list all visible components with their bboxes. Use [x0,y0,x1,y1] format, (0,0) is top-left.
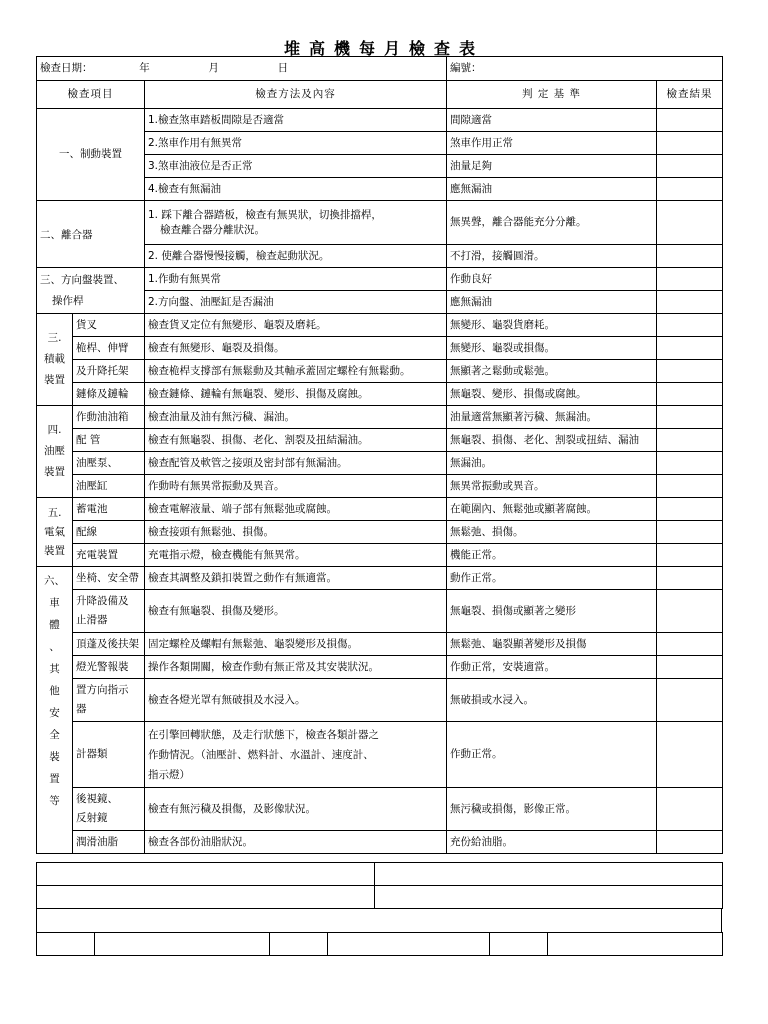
sub-item: 配 管 [73,429,145,452]
number-label: 編號： [450,62,482,74]
result-cell[interactable] [657,544,723,567]
footer-cell[interactable] [328,933,490,956]
check-criteria: 作動正常。 [447,722,657,788]
section-label-line: 四. [47,424,62,436]
check-criteria: 無鬆弛、龜裂顯著變形及損傷 [447,633,657,656]
check-criteria: 無異聲，離合器能充分分離。 [447,201,657,245]
check-criteria: 無漏油。 [447,452,657,475]
col-header-item: 檢查項目 [37,81,145,109]
check-method: 檢查油量及油有無污穢、漏油。 [145,406,447,429]
result-cell[interactable] [657,722,723,788]
result-cell[interactable] [657,656,723,679]
section-brake: 一、制動裝置 [37,109,145,201]
year-label: 年 [139,62,150,74]
section-steering-line: 三、方向盤裝置、 [40,273,124,286]
result-cell[interactable] [657,590,723,633]
section-label-line: 三. [47,332,62,344]
result-cell[interactable] [657,633,723,656]
result-cell[interactable] [657,155,723,178]
check-method-line: 作動情況。（油壓計、燃料計、水溫計、速度計、 [148,748,374,761]
inspection-table [36,56,723,854]
check-criteria: 應無漏油 [447,291,657,314]
check-method: 檢查各燈光罩有無破損及水浸入。 [145,679,447,722]
result-cell[interactable] [657,429,723,452]
page-title: 堆高機每月檢查表 [283,39,484,58]
col-header-method: 檢查方法及內容 [145,81,447,109]
check-method: 固定螺栓及螺帽有無鬆弛、龜裂變形及損傷。 [145,633,447,656]
sub-item: 鏈條及鏈輪 [73,383,145,406]
sub-item-line: 後視鏡、 [76,793,118,805]
result-cell[interactable] [657,268,723,291]
check-method: 檢查有無污穢及損傷，及影像狀況。 [145,788,447,831]
check-method: 2.方向盤、油壓缸是否漏油 [145,291,447,314]
sub-item-line: 止滑器 [76,614,108,626]
check-criteria: 間隙適當 [447,109,657,132]
check-criteria: 應無漏油 [447,178,657,201]
sub-item: 配線 [73,521,145,544]
result-cell[interactable] [657,201,723,245]
result-cell[interactable] [657,521,723,544]
footer-grid-c [36,932,723,956]
result-cell[interactable] [657,109,723,132]
footer-cell[interactable] [548,933,723,956]
check-method-line: 指示燈） [148,768,190,781]
sub-item: 作動油油箱 [73,406,145,429]
check-criteria: 無異常振動或異音。 [447,475,657,498]
check-method: 檢查有無變形、龜裂及損傷。 [145,337,447,360]
sub-item: 燈光警報裝 [73,656,145,679]
section-label-line: 五. [47,506,62,519]
section-label-line: 油壓 [44,445,65,457]
result-cell[interactable] [657,383,723,406]
sub-item: 蓄電池 [73,498,145,521]
section-electric [37,498,73,567]
sub-item-line: 升降設備及 [76,595,129,607]
sub-item: 坐椅、安全帶 [73,567,145,590]
check-method: 充電指示燈，檢查機能有無異常。 [145,544,447,567]
check-method-line: 檢查離合器分離狀況。 [160,223,265,236]
result-cell[interactable] [657,178,723,201]
footer-notes-cell[interactable] [37,909,722,933]
result-cell[interactable] [657,831,723,854]
check-method: 1.檢查煞車踏板間隙是否適當 [145,109,447,132]
footer-cell[interactable] [37,863,375,886]
sub-item [73,788,145,831]
check-criteria: 無龜裂、損傷、老化、割裂或扭結、漏油 [447,429,657,452]
footer-grid-a [36,862,723,909]
col-header-result: 檢查結果 [657,81,723,109]
result-cell[interactable] [657,245,723,268]
check-method: 檢查貨叉定位有無變形、龜裂及磨耗。 [145,314,447,337]
check-method: 檢查有無龜裂、損傷、老化、割裂及扭結漏油。 [145,429,447,452]
check-criteria: 動作正常。 [447,567,657,590]
inspection-date-cell[interactable] [37,57,447,81]
section-body [37,567,73,854]
sub-item: 潤滑油脂 [73,831,145,854]
section-steering [37,268,145,314]
section-label-line: 裝置 [44,374,65,386]
section-label-line: 車 [49,597,60,609]
check-method-line: 1. 踩下離合器踏板，檢查有無異狀，切換排擋桿， [148,208,382,221]
check-method: 檢查其調整及鎖扣裝置之動作有無適當。 [145,567,447,590]
sub-item-line: 置方向指示 [76,684,129,696]
sub-item: 油壓缸 [73,475,145,498]
sub-item: 貨叉 [73,314,145,337]
section-label-line: 、 [49,641,60,653]
result-cell[interactable] [657,475,723,498]
check-criteria: 作動良好 [447,268,657,291]
check-method: 2. 使離合器慢慢接觸，檢查起動狀況。 [145,245,447,268]
check-criteria: 無龜裂、損傷或顯著之變形 [447,590,657,633]
section-label-line: 體 [49,619,60,631]
check-criteria: 無變形、龜裂貨磨耗。 [447,314,657,337]
sub-item [73,679,145,722]
result-cell[interactable] [657,788,723,831]
section-label-line: 裝置 [44,466,65,478]
check-criteria: 無變形、龜裂或損傷。 [447,337,657,360]
check-method: 操作各類開關，檢查作動有無正常及其安裝狀況。 [145,656,447,679]
section-label-line: 電氣 [44,525,65,538]
result-cell[interactable] [657,314,723,337]
section-label-line: 積載 [44,353,65,365]
sub-item: 及升降托架 [73,360,145,383]
check-method: 4.檢查有無漏油 [145,178,447,201]
check-method: 3.煞車油液位是否正常 [145,155,447,178]
check-method: 1.作動有無異常 [145,268,447,291]
section-label-line: 他 [49,685,60,697]
day-label: 日 [277,62,289,74]
sub-item-line: 反射鏡 [76,812,108,824]
check-criteria: 無龜裂、變形、損傷或腐蝕。 [447,383,657,406]
section-loading [37,314,73,406]
check-method: 檢查配管及軟管之接頭及密封部有無漏油。 [145,452,447,475]
check-method: 檢查桅桿支撐部有無鬆動及其軸承蓋固定螺栓有無鬆動。 [145,360,447,383]
check-criteria: 油量適當無顯著污穢、無漏油。 [447,406,657,429]
result-cell[interactable] [657,360,723,383]
section-label-line: 裝置 [44,544,65,557]
check-method: 2.煞車作用有無異常 [145,132,447,155]
result-cell[interactable] [657,406,723,429]
footer-cell[interactable] [37,933,95,956]
section-steering-line: 操作桿 [52,294,84,307]
date-label: 檢查日期： [40,62,93,74]
section-label-line: 其 [49,663,60,675]
check-criteria: 在範圍內、無鬆弛或顯著腐蝕。 [447,498,657,521]
check-method: 檢查鏈條、鏈輪有無龜裂、變形、損傷及腐蝕。 [145,383,447,406]
footer-cell[interactable] [490,933,548,956]
check-method: 檢查各部份油脂狀況。 [145,831,447,854]
result-cell[interactable] [657,498,723,521]
check-criteria: 無破損或水浸入。 [447,679,657,722]
result-cell[interactable] [657,132,723,155]
section-label-line: 六、 [44,575,65,587]
sub-item: 頂蓬及後扶架 [73,633,145,656]
section-label-line: 置 [49,773,60,785]
check-criteria: 無顯著之鬆動或鬆弛。 [447,360,657,383]
check-method: 檢查電解液量、端子部有無鬆弛或腐蝕。 [145,498,447,521]
result-cell[interactable] [657,452,723,475]
check-method: 作動時有無異常振動及異音。 [145,475,447,498]
sub-item: 油壓泵、 [73,452,145,475]
section-clutch: 二、離合器 [37,201,145,268]
check-criteria: 機能正常。 [447,544,657,567]
section-hydraulic [37,406,73,498]
section-label-line: 等 [49,795,60,807]
result-cell[interactable] [657,567,723,590]
check-criteria: 作動正常，安裝適當。 [447,656,657,679]
footer-cell[interactable] [270,933,328,956]
section-label-line: 安 [49,707,60,719]
col-header-criteria: 判 定 基 準 [447,81,657,109]
check-criteria: 不打滑，接觸圓滑。 [447,245,657,268]
sub-item: 計器類 [73,722,145,788]
check-method: 檢查有無龜裂、損傷及變形。 [145,590,447,633]
sub-item-line: 器 [76,703,87,715]
check-criteria: 油量足夠 [447,155,657,178]
check-method-line: 在引擎回轉狀態，及走行狀態下，檢查各類計器之 [148,728,379,741]
month-label: 月 [208,62,219,74]
check-criteria: 充份給油脂。 [447,831,657,854]
result-cell[interactable] [657,291,723,314]
sub-item [73,590,145,633]
check-method [145,201,447,245]
footer-cell[interactable] [95,933,270,956]
check-criteria: 無污穢或損傷，影像正常。 [447,788,657,831]
form-number-cell[interactable] [447,57,723,81]
sub-item: 桅桿、伸臂 [73,337,145,360]
result-cell[interactable] [657,337,723,360]
footer-cell[interactable] [37,886,375,909]
footer-grid-b [36,908,722,933]
check-method [145,722,447,788]
result-cell[interactable] [657,679,723,722]
check-criteria: 無鬆弛、損傷。 [447,521,657,544]
sub-item: 充電裝置 [73,544,145,567]
footer-cell[interactable] [375,863,723,886]
section-label-line: 全 [49,729,60,741]
footer-cell[interactable] [375,886,723,909]
section-label-line: 裝 [49,751,60,763]
check-method: 檢查接頭有無鬆弛、損傷。 [145,521,447,544]
check-criteria: 煞車作用正常 [447,132,657,155]
